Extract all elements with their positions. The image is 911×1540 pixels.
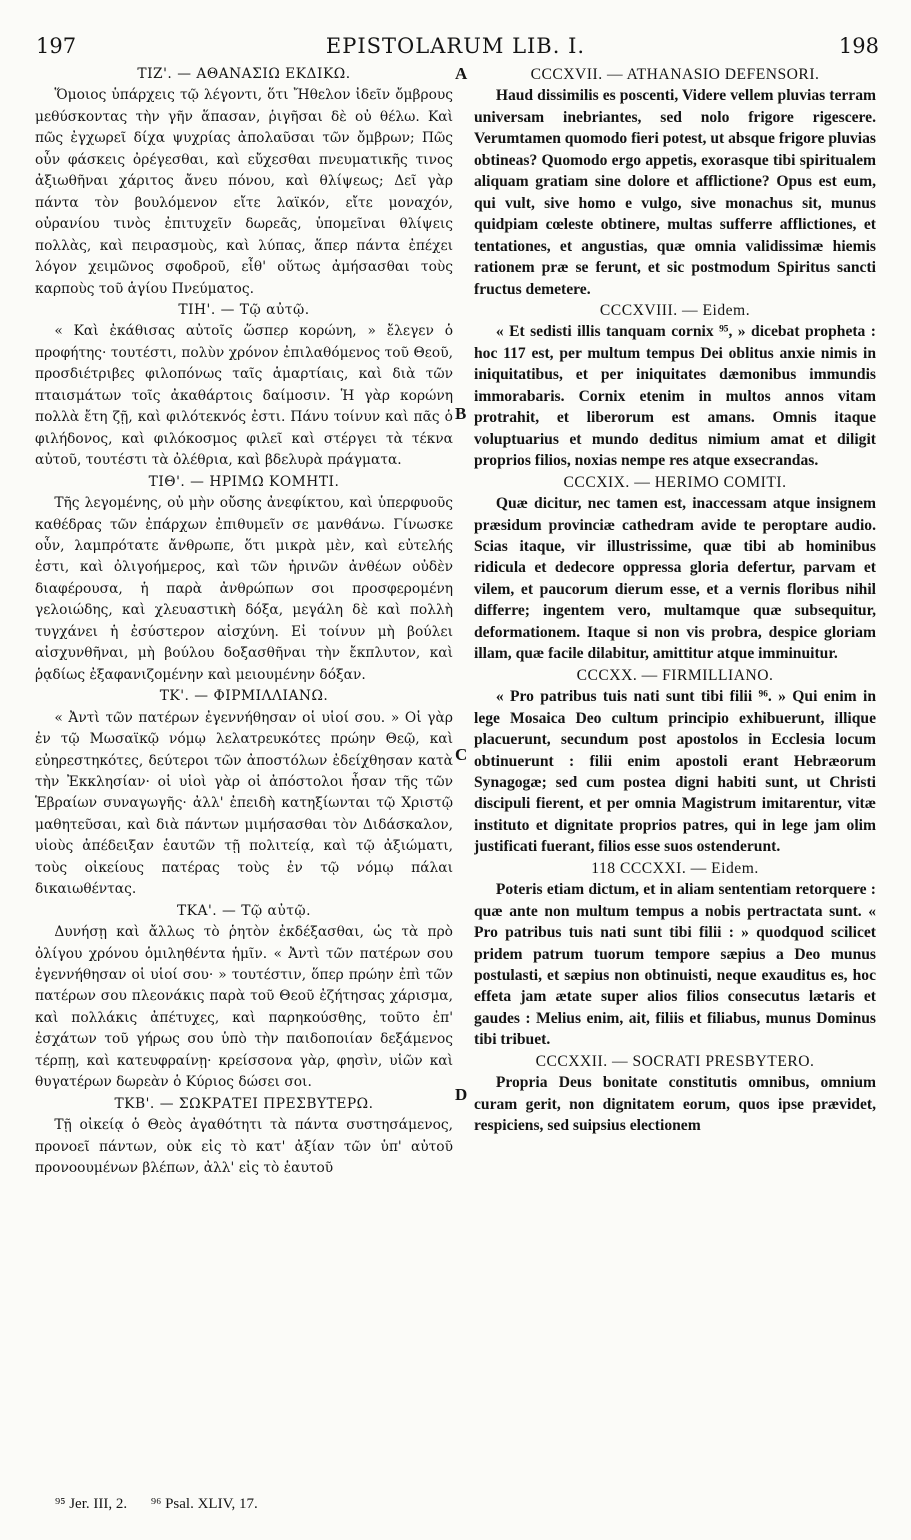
section-heading: CCCXVII. — ATHANASIO DEFENSORI. xyxy=(530,66,820,83)
section-text: Ὅμοιος ὑπάρχεις τῷ λέγοντι, ὅτι Ἤθελον ἰδεῖν ὄμβρους μεθύσκοντας τὴν γῆν ἅπασαν, ῥιγῆσαι δὲ οὐ θέλω. Καὶ πῶς ἐγχωρεῖ δίχα ψυχρίας ἀπολαῦσαι τῶν ὄμβρων; Πῶς οὖν φάσκεις ὀρέγεσθαι, καὶ εὔχεσθαι πνευματικῆς τινος ἀξιωθῆναι χάριτος ἄνευ πόνου, καὶ θλίψεως; Δεῖ γὰρ πάντα τὸν βουλόμενον εἴτε λαϊκόν, εἴτε μοναχόν, οὐρανίου τινὸς ἐπιτυχεῖν δωρεᾶς, ὑπομεῖναι θλίψεις πολλὰς, καὶ πειρασμοὺς, καὶ λύπας, ἅπερ πάντα ἐπέχει λόγον χειμῶνος σφοδροῦ, εἶθ' οὕτως ἀμήσασθαι τοὺς καρποὺς τοῦ ἁγίου Πνεύματος. xyxy=(35,87,453,297)
margin-marker-a: A xyxy=(455,64,468,83)
latin-section xyxy=(474,472,876,665)
footnote-95: ⁹⁵ Jer. III, 2. xyxy=(55,1496,128,1512)
section-heading: 118 CCCXXI. — Eidem. xyxy=(591,859,759,877)
greek-section xyxy=(35,686,453,901)
section-heading: CCCXIX. — HERIMO COMITI. xyxy=(563,473,787,491)
section-heading: CCCXX. — FIRMILLIANO. xyxy=(576,666,774,684)
section-text: Δυνήσῃ καὶ ἄλλως τὸ ῥητὸν ἐκδέξασθαι, ὡς τὰ πρὸ ὀλίγου χρόνου ὁμιληθέντα ἡμῖν. « Ἀντὶ τῶν πατέρων σου ἐγεννήθησαν οἱ υἱοί σου· » τουτέστιν, ὅπερ πρώην ἐπὶ τῶν πατέρων σου πλεονάκις παρὰ τοῦ Θεοῦ ἐζήτησας χάρισμα, καὶ πολλάκις ἀπέτυχες, καὶ παρηκούσθης, τοῦτο ἐπ' ἐσχάτων τοῦ γήρως σου ὑπὸ τὴν παιδοποιίαν δεξάμενος τέρπῃ, καὶ κατευφραίνῃ· κρείσσονα γὰρ, φησὶν, υἱῶν καὶ θυγατέρων δωρεὰν ὁ Κύριος δώσει σοι. xyxy=(35,924,453,1091)
section-heading: CCCXXII. — SOCRATI PRESBYTERO. xyxy=(535,1052,815,1070)
footnotes xyxy=(55,1496,278,1513)
section-text: Quæ dicitur, nec tamen est, inaccessam atque insignem præsidum provinciæ cathedram avide te peroptare audio. Scias itaque, vir illustrissime, quæ tibi ab hominibus ridicula et dedecore oppressa gloria defertur, parvam et vilem, et paucorum dierum esse, et a vernis floribus nihil differre; ingentem vero, multamque quæ subsequitur, deformationem. Itaque si non vis probra, despice gloriam illam, quæ facile dilabitur, amittitur atque imminuitur. xyxy=(474,495,876,663)
greek-section xyxy=(35,901,453,1094)
section-text: « Ἀντὶ τῶν πατέρων ἐγεννήθησαν οἱ υἱοί σου. » Οἱ γὰρ ἐν τῷ Μωσαϊκῷ νόμῳ λελατρευκότες πρώην Θεῷ, καὶ εὐηρεστηκότες, δεύτεροι τῶν ἀποστόλων ἐδείχθησαν κατὰ τὴν Ἐκκλησίαν· οἱ υἱοὶ γὰρ οἱ ἀπόστολοι ἦσαν τῆς τῶν Ἑβραίων συναγωγῆς· ἀλλ' ἐπειδὴ κατηξίωνται τῷ Χριστῷ μαθητεῦσαι, καὶ διὰ πάντων μιμήσασθαι τὸν Διδάσκαλον, υἱοὺς ἀπέδειξαν ἑαυτῶν τῇ πολιτείᾳ, καὶ τῷ ἀξιώματι, τοὺς οἰκείους πατέρας τοὺς ἐν τῷ νόμῳ πάλαι δικαιωθέντας. xyxy=(35,709,453,898)
margin-marker-d: D xyxy=(455,1085,468,1104)
section-text: « Et sedisti illis tanquam cornix ⁹⁵, » dicebat propheta : hoc 117 est, per multum tempus Dei oblitus anxie nimis in iniquitatibus, et per iniquitates dæmonibus immundis immorabaris. Cornix etenim in multos annos vitam protrahit, et liberorum est amans. Omnis itaque voluptuarius et mundo deditus nimium amat et diligit proprios filios, noxias nempe res atque exsecrandas. xyxy=(474,323,876,470)
latin-section xyxy=(474,858,876,1051)
section-heading: ΤΙΗ'. — Τῷ αὐτῷ. xyxy=(178,301,310,318)
section-heading: ΤΚ'. — ΦΙΡΜΙΛΛΙΑΝΩ. xyxy=(159,688,329,705)
greek-section xyxy=(35,300,453,472)
page-header xyxy=(28,34,883,64)
section-heading: CCCXVIII. — Eidem. xyxy=(599,301,751,319)
section-heading: ΤΙΖ'. — ΑΘΑΝΑΣΙΩ ΕΚΔΙΚΩ. xyxy=(137,66,351,82)
footnote-96: ⁹⁶ Psal. XLIV, 17. xyxy=(150,1496,258,1512)
greek-section xyxy=(35,64,453,300)
margin-marker-c: C xyxy=(455,745,468,764)
section-text: Poteris etiam dictum, et in aliam sententiam retorquere : quæ ante non multum tempus a nobis pertractata sunt. « Pro patribus tuis nati sunt tibi filii : » quodquod scilicet pridem patrum tuorum tempore sæpius a Deo munus postulasti, et sæpius non obtinuisti, neque exauditus es, hoc effeta jam ætate super alios filios consecutus lætaris et gaudes : Melius enim, ait, filiis et filiabus, munus Dominus tibi tribuet. xyxy=(474,881,876,1049)
section-heading: ΤΚΑ'. — Τῷ αὐτῷ. xyxy=(176,902,312,919)
latin-section xyxy=(474,300,876,472)
section-heading: ΤΙΘ'. — ΗΡΙΜΩ ΚΟΜΗΤΙ. xyxy=(148,473,340,490)
margin-marker-b: B xyxy=(455,404,467,423)
greek-section xyxy=(35,1094,453,1180)
page-number-right: 198 xyxy=(838,34,879,58)
section-text: Τῆς λεγομένης, οὐ μὴν οὔσης ἀνεφίκτου, καὶ ὑπερφυοῦς καθέδρας τῶν ἐπάρχων ἐπιθυμεῖν σε μανθάνω. Γίνωσκε οὖν, λαμπρότατε ἄνθρωπε, ὅτι μικρὰ μὲν, καὶ εὐτελής ἐστι, καὶ ὀλιγοήμερος, καὶ τῶν ἠρινῶν ἀνθέων οὐδὲν διαφέρουσα, ἡ παρὰ ἀνθρώπων σοι προσφερομένη γελοιώδης, καὶ χλευαστικὴ δόξα, μεγάλη δὲ καὶ πολλὴ τυγχάνει ἡ ἐσύστερον αἰσχύνη. Εἰ τοίνυν μὴ βούλει αἰσχυνθῆναι, μὴ βούλου δοξασθῆναι τὴν ἔκπλυτον, καὶ ῥᾳδίως ἐξαφανιζομένην καὶ μειουμένην δόξαν. xyxy=(35,495,453,683)
section-heading: ΤΚΒ'. — ΣΩΚΡΑΤΕΙ ΠΡΕΣΒΥΤΕΡΩ. xyxy=(114,1095,374,1112)
page-number-left: 197 xyxy=(36,34,77,58)
section-text: Τῇ οἰκείᾳ ὁ Θεὸς ἀγαθότητι τὰ πάντα συστησάμενος, προνοεῖ πάντων, οὐκ εἰς τὸ κατ' ἀξίαν τῶν ὑπ' αὐτοῦ προνοουμένων βλέπων, ἀλλ' εἰς τὸ ἑαυτοῦ xyxy=(35,1117,453,1177)
section-text: Haud dissimilis es poscenti, Videre vellem pluvias terram universam inebriantes, sed nolo frigore rigescere. Verumtamen quomodo fieri potest, ut absque frigore pluvias obtineas? Quomodo ergo appetis, exorasque tibi spiritualem aliquam gratiam sine dolore et afflictione? Opus est eum, qui vult, sive homo e vulgo, sive monachus sit, munus quidpiam cœleste obtinere, multas sufferre afflictiones, et tentationes, et angustias, quæ omnia validissimæ hiemis rationem præ se ferunt, et sic postmodum Spiritus sancti fructus demetere. xyxy=(474,87,876,298)
latin-section xyxy=(474,1051,876,1137)
latin-section xyxy=(474,64,876,300)
running-title: EPISTOLARUM LIB. I. xyxy=(325,34,586,58)
greek-column xyxy=(35,64,453,1484)
greek-section xyxy=(35,472,453,687)
section-text: « Καὶ ἐκάθισας αὐτοῖς ὥσπερ κορώνη, » ἔλεγεν ὁ προφήτης· τουτέστι, πολὺν χρόνον ἐπιλαθόμενος τοῦ Θεοῦ, προσδιέτριβες φιλοπόνως ταῖς ἁμαρτίαις, καὶ διὰ τῶν πταισμάτων τοῖς ἀκαθάρτοις δαίμοσιν. Ἡ γὰρ κορώνη πολλὰ ἔτη ζῇ, καὶ φιλότεκνός ἐστι. Πάνυ τοίνυν καὶ πᾶς ὁ φιλήδονος, καὶ φιλόκοσμος φιλεῖ καὶ στέργει τὰ τέκνα αὐτοῦ, τουτέστι τὰ ὀλέθρια, καὶ βδελυρὰ πράγματα. xyxy=(35,323,453,469)
latin-column xyxy=(474,64,876,1484)
section-text: Propria Deus bonitate constitutis omnibus, omnium curam gerit, non dignitatem eorum, quos ipse prævidet, respiciens, sed suipsius electionem xyxy=(474,1074,876,1135)
section-text: « Pro patribus tuis nati sunt tibi filii ⁹⁶. » Qui enim in lege Mosaica Deo cultum principio exhibuerunt, illique placuerunt, secundum post apostolos in Ecclesia locum obtinuerunt : filii enim apostoli erant Hebræorum Synagogæ; sed cum postea digni habiti sunt, ut Christi discipuli fierent, et per omnia Magistrum imitarentur, vitæ instituto et dignitate proprios patres, qui in lege jam olim justificati fuerant, filios esse suos ostenderunt. xyxy=(474,688,876,856)
latin-section xyxy=(474,665,876,858)
